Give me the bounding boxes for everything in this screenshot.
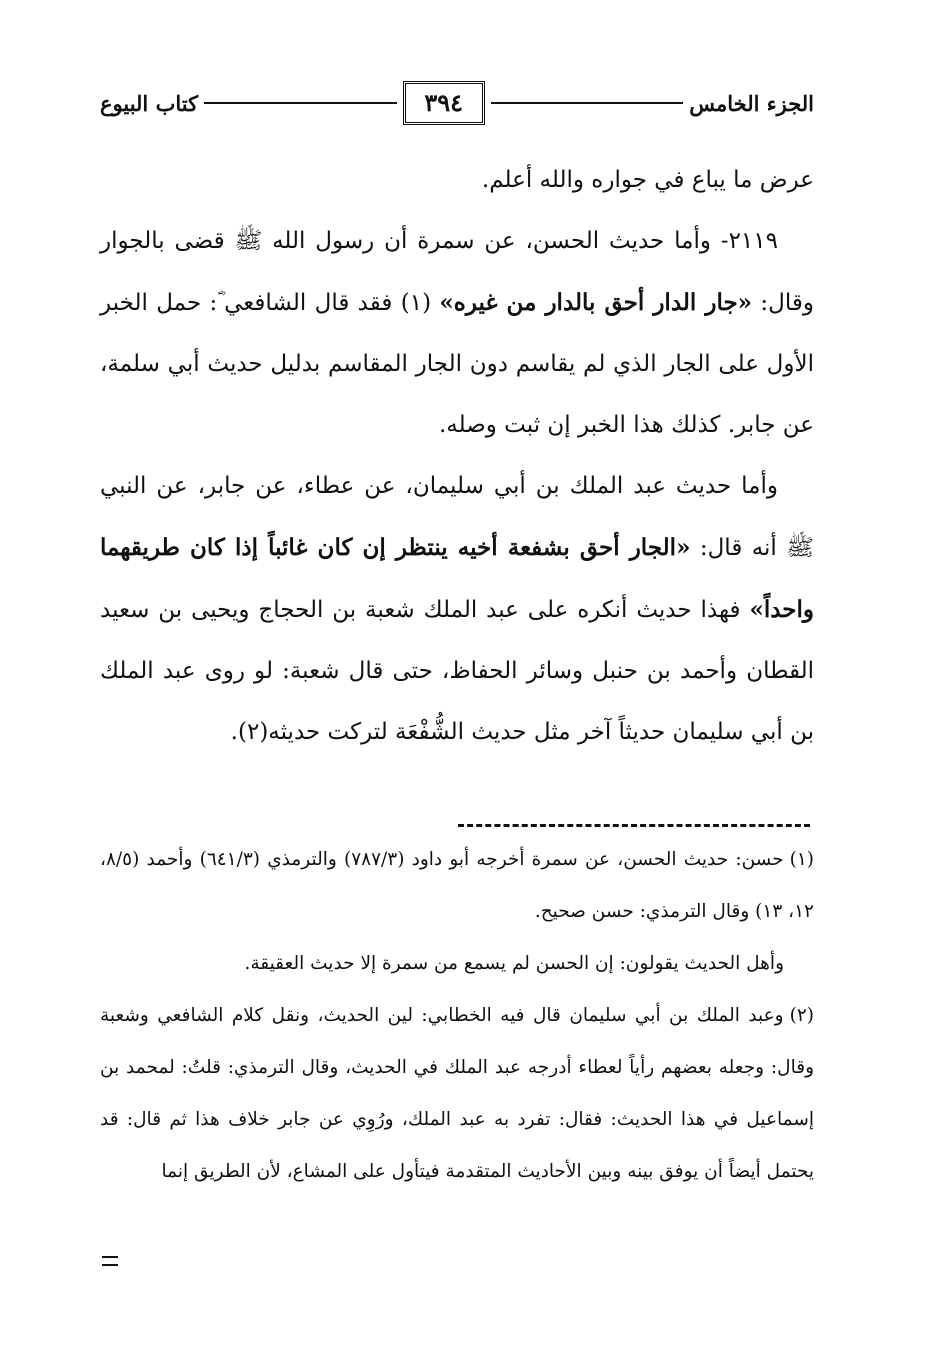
book-title: كتاب البيوع <box>99 90 199 116</box>
footnote-2-number: (٢) <box>789 1005 814 1026</box>
paragraph-abdulmalik <box>100 456 814 763</box>
footnote-1-extra-text: وأهل الحديث يقولون: إن الحسن لم يسمع من سمرة إلا حديث العقيقة. <box>244 953 784 974</box>
footnote-2 <box>100 990 814 1198</box>
paragraph-2119-start: ٢١١٩- وأما حديث الحسن، عن سمرة أن رسول الله ﷺ قضى بالجوار وقال: <box>100 228 814 316</box>
page-number: ٣٩٤ <box>403 81 485 125</box>
footnote-1-text: حسن: حديث الحسن، عن سمرة أخرجه أبو داود (٧٨٧/٣) والترمذي (٦٤١/٣) وأحمد (٨/٥، ١٢، ١٣) وقال الترمذي: حسن صحيح. <box>100 849 814 922</box>
footnotes <box>100 834 814 1198</box>
footnote-1-number: (١) <box>789 849 814 870</box>
paragraph-0-text: عرض ما يباع في جواره والله أعلم. <box>481 167 814 193</box>
footnote-separator <box>458 824 810 827</box>
footnote-1-extra <box>100 938 814 990</box>
header-rule-left <box>204 102 397 104</box>
paragraph-2119-rest: (١) فقد قال الشافعي ؓ: حمل الخبر الأول على الجار الذي لم يقاسم دون الجار المقاسم بدليل حديث أبي سلمة، عن جابر. كذلك هذا الخبر إن ثبت وصله. <box>100 290 814 438</box>
page-header <box>100 78 814 128</box>
hadith-quote-2: «الجار أحق بشفعة أخيه ينتظر إن كان غائباً إذا كان طريقهما واحداً» <box>100 534 814 623</box>
paragraph-0 <box>100 150 814 211</box>
continuation-mark <box>102 1256 118 1266</box>
paragraph-abdulmalik-start: وأما حديث عبد الملك بن أبي سليمان، عن عطاء، عن جابر، عن النبي ﷺ أنه قال: <box>100 473 815 561</box>
footnote-2-text: وعبد الملك بن أبي سليمان قال فيه الخطابي: لين الحديث، ونقل كلام الشافعي وشعبة وقال: وجعله بعضهم رأياً لعطاء أدرجه عبد الملك في الحديث، وقال الترمذي: قلتُ: لمحمد بن إسماعيل في هذا الحديث: فقال: تفرد به عبد الملك، ورُوِي عن جابر خلاف هذا ثم قال: قد يحتمل أيضاً أن يوفق بينه وبين الأحاديث المتقدمة فيتأول على المشاع، لأن الطريق إنما <box>100 1005 814 1182</box>
hadith-quote-1: «جار الدار أحق بالدار من غيره» <box>439 289 753 316</box>
main-text <box>100 150 814 763</box>
paragraph-abdulmalik-rest: فهذا حديث أنكره على عبد الملك شعبة بن الحجاج ويحيى بن سعيد القطان وأحمد بن حنبل وسائر الحفاظ، حتى قال شعبة: لو روى عبد الملك بن أبي سليمان حديثاً آخر مثل حديث الشُّفْعَة لتركت حديثه(٢). <box>100 597 814 745</box>
paragraph-2119 <box>100 211 814 456</box>
footnote-1 <box>100 834 814 938</box>
volume-title: الجزء الخامس <box>689 90 814 116</box>
header-rule-right <box>491 102 684 104</box>
